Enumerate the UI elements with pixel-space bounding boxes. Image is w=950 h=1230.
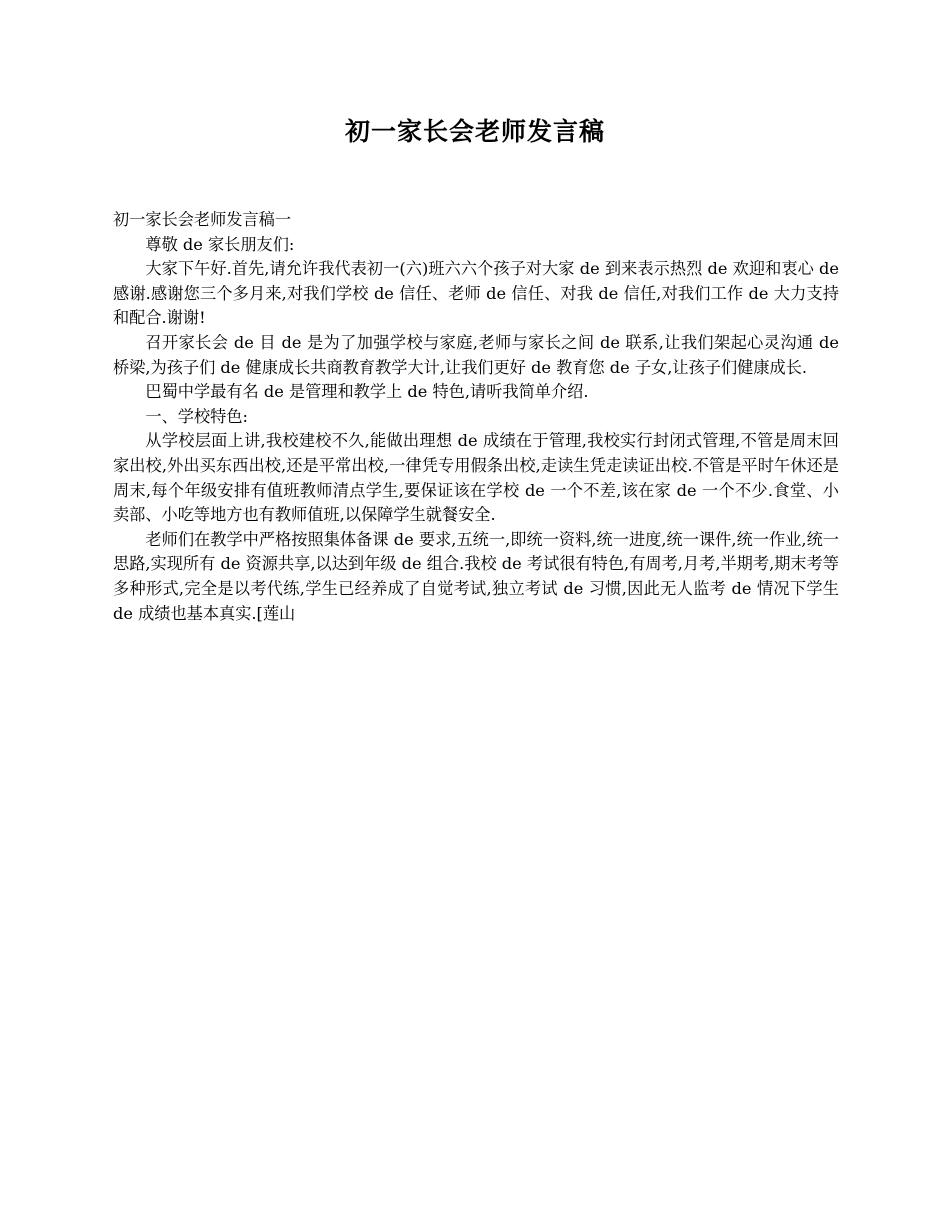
paragraph-subtitle: 初一家长会老师发言稿一: [113, 210, 292, 229]
paragraph: 老师们在教学中严格按照集体备课 de 要求,五统一,即统一资料,统一进度,统一课件,统一作业,统一思路,实现所有 de 资源共享,以达到年级 de 组合.我校 de 考试很有特色,有周考,月考,半期考,期末考等多种形式,完全是以考代练,学生已经养成了自觉考试,独立考试 de 习惯,因此无人监考 de 情况下学生 de 成绩也基本真实.[莲山: [113, 529, 839, 623]
paragraph: 巴蜀中学最有名 de 是管理和教学上 de 特色,请听我简单介绍.: [145, 382, 589, 402]
document-body: [113, 208, 839, 626]
paragraph: 从学校层面上讲,我校建校不久,能做出理想 de 成绩在于管理,我校实行封闭式管理,不管是周末回家出校,外出买东西出校,还是平常出校,一律凭专用假条出校,走读生凭走读证出校.不管是平时午休还是周末,每个年级安排有值班教师清点学生,要保证该在学校 de 一个不差,该在家 de 一个不少.食堂、小卖部、小吃等地方也有教师值班,以保障学生就餐安全.: [113, 431, 839, 525]
paragraph-greeting: 尊敬 de 家长朋友们:: [145, 234, 295, 254]
section-heading: 一、学校特色:: [145, 406, 248, 426]
paragraph: 大家下午好.首先,请允许我代表初一(六)班六六个孩子对大家 de 到来表示热烈 de 欢迎和衷心 de 感谢.感谢您三个多月来,对我们学校 de 信任、老师 de 信任、对我 de 信任,对我们工作 de 大力支持和配合.谢谢!: [113, 259, 839, 328]
page-title: 初一家长会老师发言稿: [344, 117, 605, 146]
paragraph: 召开家长会 de 目 de 是为了加强学校与家庭,老师与家长之间 de 联系,让我们架起心灵沟通 de 桥梁,为孩子们 de 健康成长共商教育教学大计,让我们更好 de 教育您 de 子女,让孩子们健康成长.: [113, 332, 839, 377]
